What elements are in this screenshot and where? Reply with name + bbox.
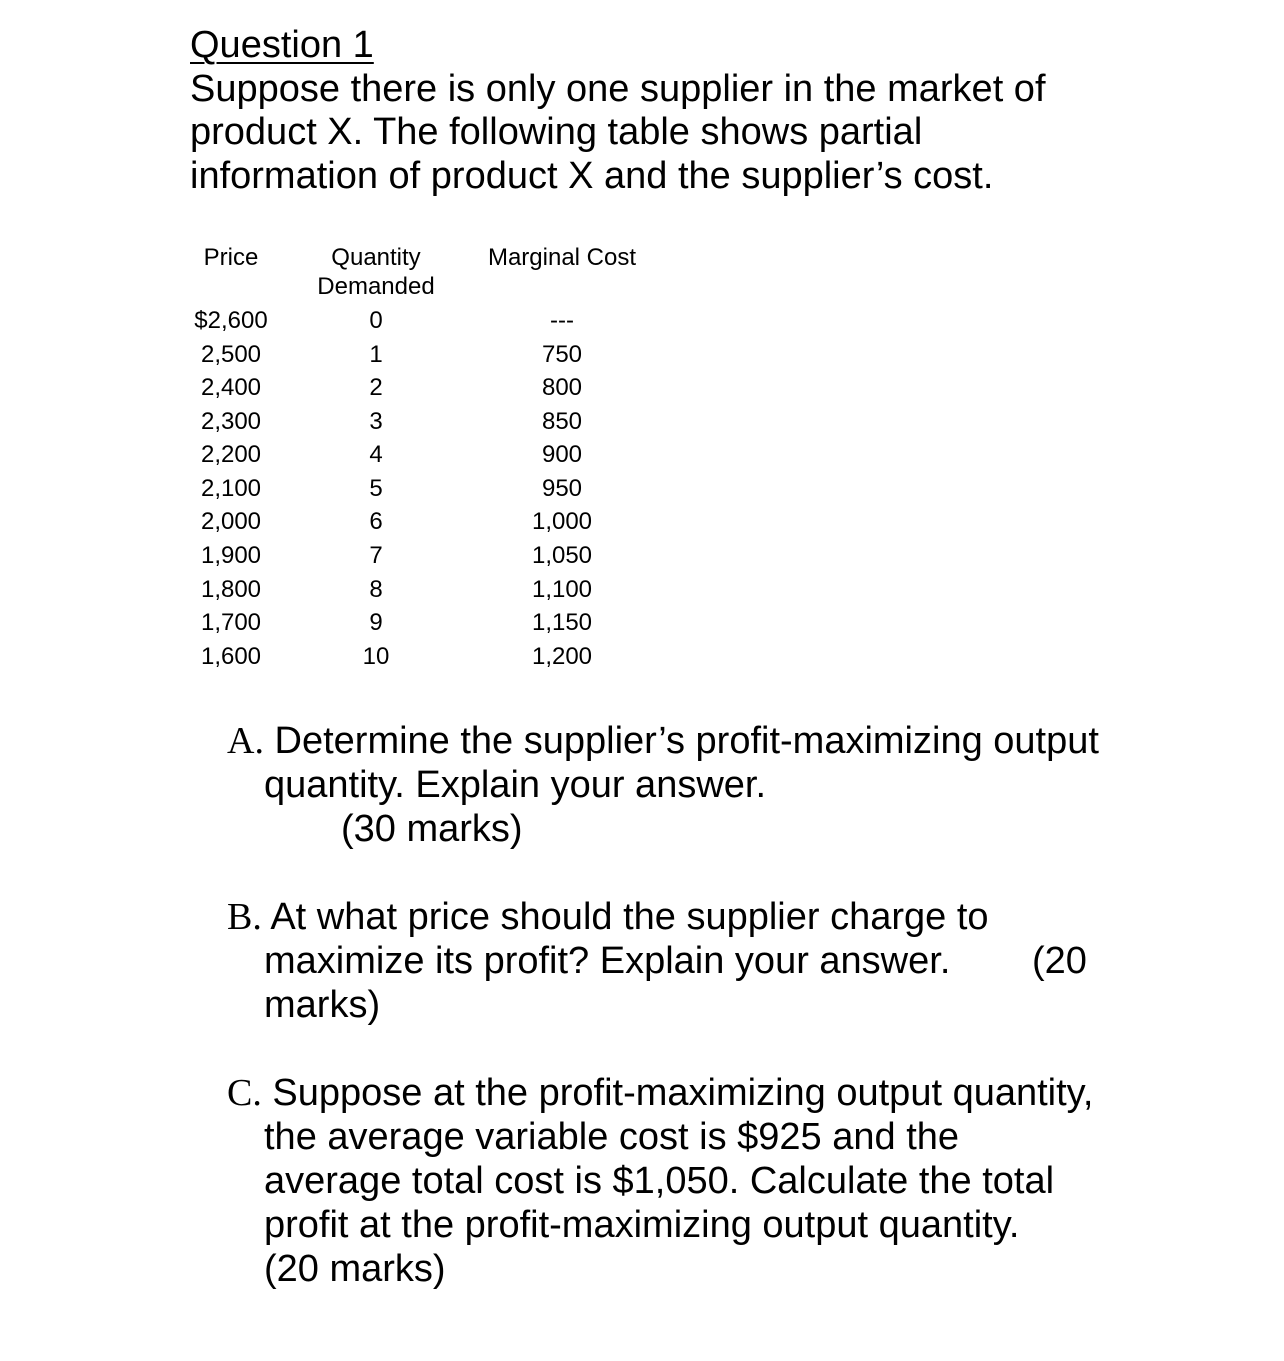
question-c-line-4: profit at the profit-maximizing output quantity. <box>264 1204 1020 1246</box>
question-heading: Question 1 <box>190 24 374 66</box>
cell-quantity: 7 <box>369 542 383 569</box>
cell-marginal-cost: 800 <box>541 374 583 401</box>
cell-marginal-cost: 1,150 <box>531 609 593 636</box>
header-quantity-line2: Demanded <box>317 273 435 300</box>
cell-marginal-cost: 1,100 <box>531 576 593 603</box>
cell-quantity: 9 <box>369 609 383 636</box>
intro-line-1: Suppose there is only one supplier in the market of <box>190 68 1046 110</box>
question-a-line-2: quantity. Explain your answer. <box>264 764 767 806</box>
cell-quantity: 1 <box>369 341 383 368</box>
cell-marginal-cost: --- <box>550 307 574 334</box>
cell-quantity: 0 <box>369 307 383 334</box>
question-b-marks-part-1: (20 <box>1032 940 1087 982</box>
intro-line-3: information of product X and the supplier’s cost. <box>190 155 994 197</box>
question-b-line-2: maximize its profit? Explain your answer. <box>264 940 951 982</box>
intro-line-2: product X. The following table shows partial <box>190 111 923 153</box>
question-a-marks: (30 marks) <box>341 808 523 850</box>
cell-price: 2,300 <box>200 408 262 435</box>
cell-marginal-cost: 1,050 <box>531 542 593 569</box>
cell-marginal-cost: 900 <box>541 441 583 468</box>
question-a-line-1: Determine the supplier’s profit-maximizing output <box>274 720 1099 762</box>
cell-marginal-cost: 950 <box>541 475 583 502</box>
cell-price: 1,700 <box>200 609 262 636</box>
cell-marginal-cost: 850 <box>541 408 583 435</box>
question-c-line-1: Suppose at the profit-maximizing output quantity, <box>272 1072 1094 1114</box>
cell-marginal-cost: 1,000 <box>531 508 593 535</box>
cell-price: 1,900 <box>200 542 262 569</box>
cell-quantity: 5 <box>369 475 383 502</box>
header-marginal-cost: Marginal Cost <box>487 244 637 271</box>
header-price: Price <box>203 244 259 271</box>
cell-price: $2,600 <box>194 307 268 334</box>
cell-price: 2,200 <box>200 441 262 468</box>
question-c-line-3: average total cost is $1,050. Calculate the total <box>264 1160 1055 1202</box>
cell-quantity: 4 <box>369 441 383 468</box>
question-c-letter: C. <box>227 1072 262 1114</box>
question-b-line-1: At what price should the supplier charge to <box>270 896 989 938</box>
question-c-marks: (20 marks) <box>264 1248 446 1290</box>
question-b-marks-part-2: marks) <box>264 984 381 1026</box>
cell-quantity: 8 <box>369 576 383 603</box>
cell-quantity: 3 <box>369 408 383 435</box>
question-a-letter: A. <box>227 720 264 762</box>
cell-price: 2,100 <box>200 475 262 502</box>
cell-price: 2,500 <box>200 341 262 368</box>
question-c-line-2: the average variable cost is $925 and the <box>264 1116 960 1158</box>
question-b-letter: B. <box>227 896 262 938</box>
cell-quantity: 2 <box>369 374 383 401</box>
cell-price: 2,400 <box>200 374 262 401</box>
cell-price: 1,800 <box>200 576 262 603</box>
cell-price: 1,600 <box>200 643 262 670</box>
cell-quantity: 10 <box>362 643 390 670</box>
cell-marginal-cost: 1,200 <box>531 643 593 670</box>
cell-quantity: 6 <box>369 508 383 535</box>
cell-price: 2,000 <box>200 508 262 535</box>
header-quantity-line1: Quantity <box>331 244 421 271</box>
cell-marginal-cost: 750 <box>541 341 583 368</box>
